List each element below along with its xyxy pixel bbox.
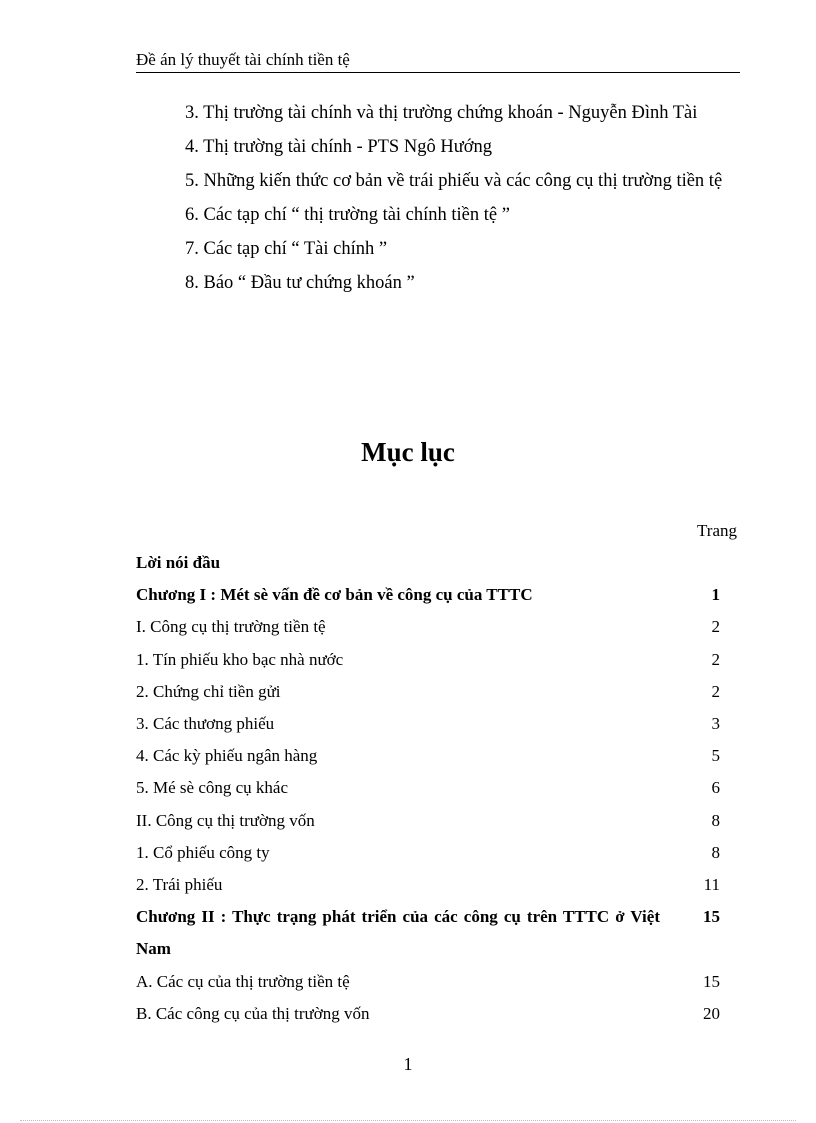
toc-entry[interactable] — [136, 998, 740, 1030]
reference-item: 8. Báo “ Đầu tư chứng khoán ” — [185, 273, 415, 293]
toc-entry[interactable] — [136, 772, 740, 804]
toc-entry[interactable] — [136, 708, 740, 740]
toc-title: Mục lục — [361, 437, 455, 467]
toc-entry-label: 4. Các kỳ phiếu ngân hàng — [136, 746, 318, 766]
reference-item: 5. Những kiến thức cơ bản về trái phiếu và các công cụ thị trường tiền tệ — [185, 171, 723, 191]
page-bottom-rule — [20, 1120, 796, 1121]
toc-entry-label: I. Công cụ thị trường tiền tệ — [136, 617, 326, 637]
toc-entry-label: 1. Cổ phiếu công ty — [136, 842, 270, 862]
toc-entry-page: 3 — [711, 714, 720, 734]
toc-entry-page: 8 — [711, 810, 720, 830]
reference-item: 6. Các tạp chí “ thị trường tài chính tiền tệ ” — [185, 205, 510, 225]
toc-entry[interactable] — [136, 676, 740, 708]
toc-entry-page: 11 — [703, 875, 720, 895]
table-of-contents — [136, 515, 740, 1030]
toc-entry-page: 8 — [711, 842, 720, 862]
toc-entry[interactable] — [136, 579, 740, 611]
reference-item: 3. Thị trường tài chính và thị trường chứng khoán - Nguyễn Đình Tài — [185, 103, 698, 123]
toc-entry-page: 1 — [711, 585, 720, 605]
toc-entry-label: 1. Tín phiếu kho bạc nhà nước — [136, 649, 344, 669]
toc-entry-label: 2. Chứng chỉ tiền gửi — [136, 681, 281, 701]
reference-list — [136, 96, 738, 300]
toc-entry[interactable] — [136, 966, 740, 998]
running-header: Đề án lý thuyết tài chính tiền tệ — [136, 50, 740, 73]
toc-entry-label: A. Các cụ của thị trường tiền tệ — [136, 971, 350, 991]
toc-entry-page: 20 — [703, 1003, 720, 1023]
toc-page-header: Trang — [697, 521, 737, 540]
toc-entry-label: B. Các công cụ của thị trường vốn — [136, 1003, 370, 1023]
toc-entry-page: 15 — [703, 971, 720, 991]
toc-entry[interactable] — [136, 644, 740, 676]
page-number: 1 — [403, 1054, 413, 1074]
toc-entry-label: Chương I : Mét sè vấn đề cơ bản về công cụ của TTTC — [136, 585, 533, 605]
toc-entry-label: Chương II : Thực trạng phát triển của các công cụ trên TTTC ở Việt Nam — [136, 907, 660, 959]
toc-entry-page: 2 — [711, 681, 720, 701]
toc-entry-page — [660, 547, 740, 579]
toc-entry-page: 2 — [711, 617, 720, 637]
toc-entry[interactable] — [136, 547, 740, 579]
toc-entry[interactable] — [136, 611, 740, 643]
toc-entry-label: II. Công cụ thị trường vốn — [136, 810, 315, 830]
toc-entry-label: 2. Trái phiếu — [136, 875, 223, 895]
reference-item: 4. Thị trường tài chính - PTS Ngô Hướng — [185, 137, 493, 157]
toc-entry-label: Lời nói đầu — [136, 553, 221, 572]
toc-entry-page: 6 — [711, 778, 720, 798]
toc-entry-page: 15 — [703, 907, 720, 927]
toc-entry[interactable] — [136, 869, 740, 901]
toc-entry[interactable] — [136, 837, 740, 869]
toc-entry[interactable] — [136, 901, 740, 965]
toc-entry-page: 5 — [711, 746, 720, 766]
toc-entry-label: 3. Các thương phiếu — [136, 714, 275, 734]
reference-item: 7. Các tạp chí “ Tài chính ” — [185, 239, 388, 259]
toc-entry[interactable] — [136, 805, 740, 837]
toc-entry-label: 5. Mé sè công cụ khác — [136, 778, 289, 798]
toc-entry-page: 2 — [711, 649, 720, 669]
toc-entry[interactable] — [136, 740, 740, 772]
